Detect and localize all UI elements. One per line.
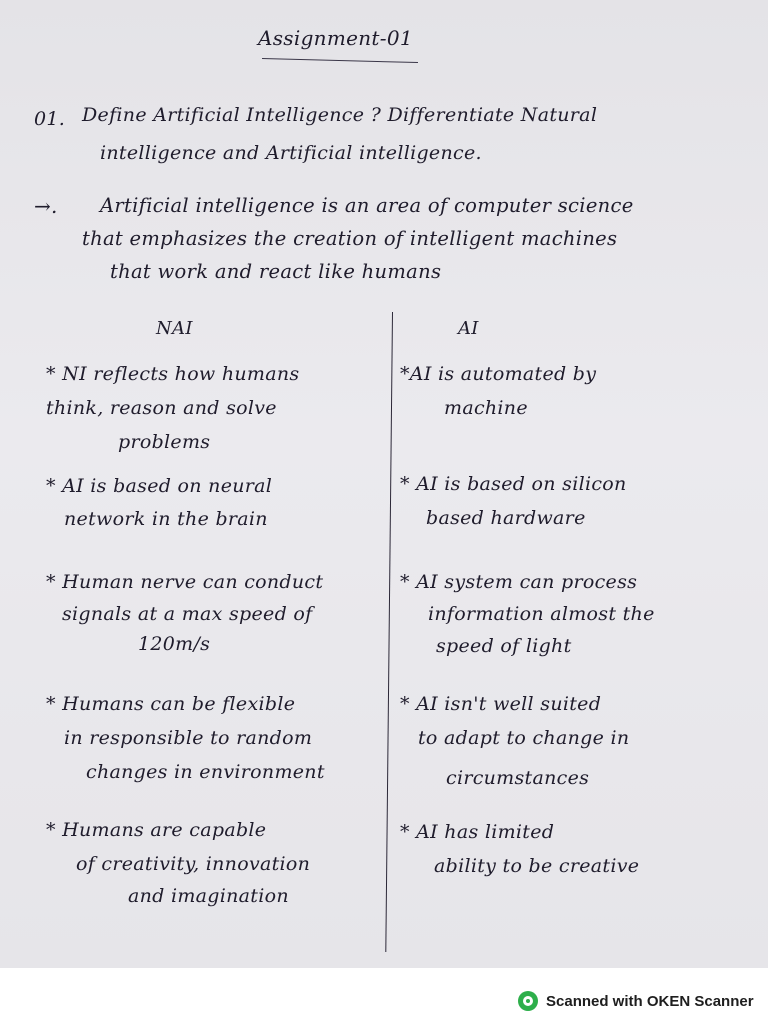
ai-point-4-line-2: to adapt to change in bbox=[418, 727, 630, 749]
ai-point-5-line-2: ability to be creative bbox=[434, 855, 640, 877]
answer-line-2: that emphasizes the creation of intelligent machines bbox=[82, 227, 618, 250]
ai-point-3-line-2: information almost the bbox=[428, 603, 655, 625]
question-number: 01. bbox=[34, 108, 66, 130]
question-line-2: intelligence and Artificial intelligence. bbox=[100, 142, 482, 164]
ai-point-1-line-1: *AI is automated by bbox=[400, 363, 597, 385]
nai-point-3-line-3: 120m/s bbox=[138, 633, 211, 655]
ai-point-2-line-2: based hardware bbox=[426, 507, 586, 529]
column-divider bbox=[385, 312, 393, 952]
answer-arrow: →. bbox=[34, 194, 58, 218]
ai-point-3-line-1: * AI system can process bbox=[400, 571, 638, 593]
ai-point-4-line-3: circumstances bbox=[446, 767, 590, 789]
scanner-watermark-text: Scanned with OKEN Scanner bbox=[546, 992, 754, 1010]
column-header-ai: AI bbox=[458, 318, 479, 339]
ai-point-1-line-2: machine bbox=[444, 397, 528, 419]
nai-point-5-line-1: * Humans are capable bbox=[46, 819, 267, 841]
ai-point-3-line-3: speed of light bbox=[436, 635, 572, 657]
ai-point-4-line-1: * AI isn't well suited bbox=[400, 693, 602, 715]
nai-point-2-line-1: * AI is based on neural bbox=[46, 475, 273, 497]
answer-line-1: Artificial intelligence is an area of computer science bbox=[100, 194, 634, 217]
nai-point-3-line-2: signals at a max speed of bbox=[62, 603, 313, 625]
nai-point-4-line-1: * Humans can be flexible bbox=[46, 693, 296, 715]
assignment-title: Assignment-01 bbox=[258, 26, 413, 50]
nai-point-1-line-3: problems bbox=[118, 431, 211, 453]
nai-point-3-line-1: * Human nerve can conduct bbox=[46, 571, 324, 593]
question-line-1: Define Artificial Intelligence ? Differentiate Natural bbox=[82, 104, 598, 126]
ai-point-2-line-1: * AI is based on silicon bbox=[400, 473, 627, 495]
nai-point-1-line-2: think, reason and solve bbox=[46, 397, 277, 419]
nai-point-5-line-3: and imagination bbox=[128, 885, 289, 907]
column-header-nai: NAI bbox=[156, 318, 193, 339]
nai-point-1-line-1: * NI reflects how humans bbox=[46, 363, 300, 385]
scanner-watermark bbox=[518, 990, 754, 1012]
nai-point-4-line-2: in responsible to random bbox=[64, 727, 313, 749]
nai-point-5-line-2: of creativity, innovation bbox=[76, 853, 311, 875]
title-underline bbox=[262, 58, 418, 63]
ai-point-5-line-1: * AI has limited bbox=[400, 821, 555, 843]
nai-point-2-line-2: network in the brain bbox=[64, 508, 268, 530]
oken-scanner-logo-icon bbox=[518, 991, 538, 1011]
answer-line-3: that work and react like humans bbox=[110, 260, 442, 283]
nai-point-4-line-3: changes in environment bbox=[86, 761, 325, 783]
